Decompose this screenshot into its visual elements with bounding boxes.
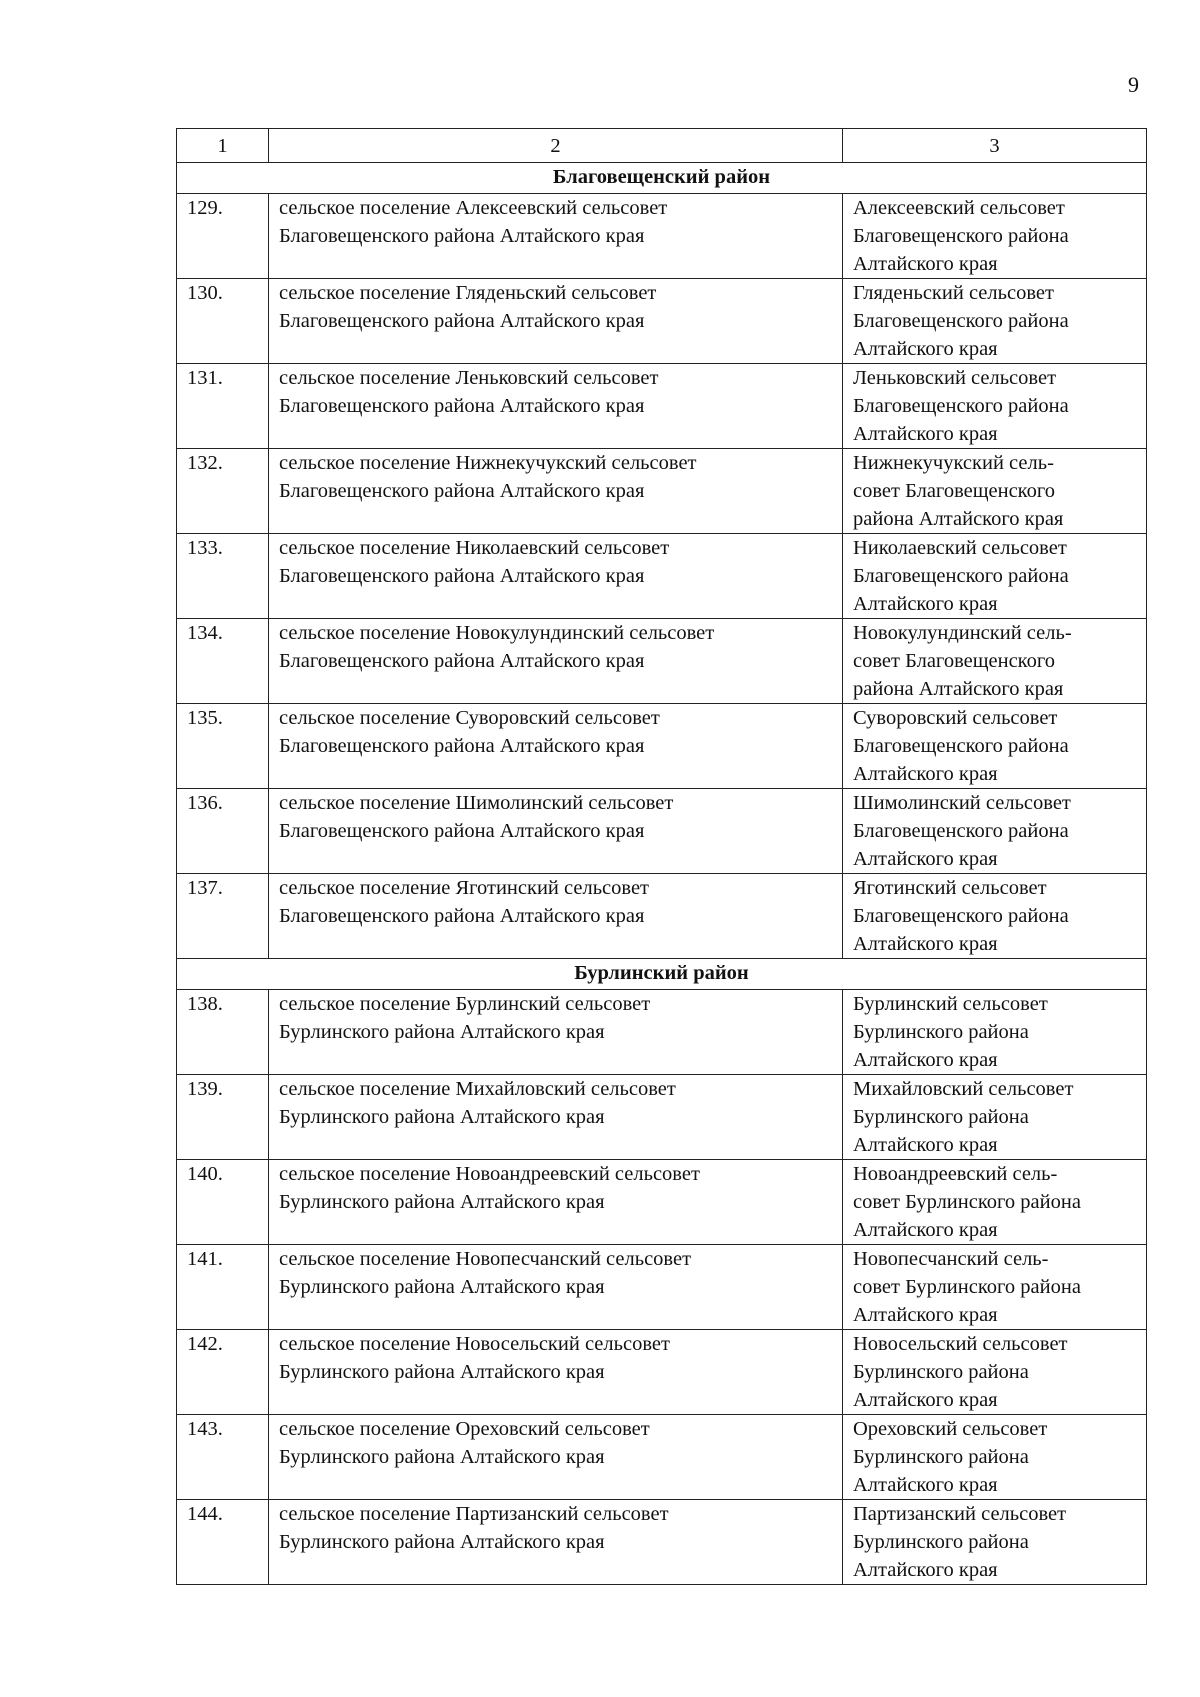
settlement-full-name	[269, 1415, 843, 1500]
settlement-full-name-line: Благовещенского района Алтайского края	[279, 395, 645, 417]
table-row	[177, 1415, 1147, 1500]
settlement-short-name-line: района Алтайского края	[853, 678, 1064, 700]
settlement-short-name-line: Шимолинский сельсовет	[853, 792, 1071, 814]
settlement-full-name-line: сельское поселение Яготинский сельсовет	[279, 877, 650, 899]
settlement-short-name	[843, 990, 1147, 1075]
settlement-full-name-line: Бурлинского района Алтайского края	[279, 1361, 605, 1383]
row-number: 137.	[177, 874, 269, 959]
row-number: 134.	[177, 619, 269, 704]
settlement-short-name-line: Гляденьский сельсовет	[853, 282, 1054, 304]
settlement-short-name	[843, 534, 1147, 619]
table-row	[177, 990, 1147, 1075]
settlement-short-name-line: Алтайского края	[853, 1134, 998, 1156]
table-row	[177, 1075, 1147, 1160]
settlement-full-name-line: Бурлинского района Алтайского края	[279, 1021, 605, 1043]
section-header-row	[177, 959, 1147, 990]
settlement-short-name-line: Алтайского края	[853, 1304, 998, 1326]
settlement-short-name-line: Нижнекучукский сель-	[853, 452, 1054, 474]
table-row	[177, 874, 1147, 959]
settlement-full-name-line: сельское поселение Ореховский сельсовет	[279, 1418, 650, 1440]
page-number: 9	[1128, 72, 1139, 97]
row-number: 143.	[177, 1415, 269, 1500]
settlement-full-name	[269, 619, 843, 704]
settlement-full-name-line: Бурлинского района Алтайского края	[279, 1191, 605, 1213]
row-number: 135.	[177, 704, 269, 789]
settlement-short-name-line: района Алтайского края	[853, 508, 1064, 530]
row-number: 142.	[177, 1330, 269, 1415]
settlement-short-name-line: Новопесчанский сель-	[853, 1248, 1049, 1270]
settlement-full-name-line: Благовещенского района Алтайского края	[279, 565, 645, 587]
settlement-short-name	[843, 449, 1147, 534]
settlement-full-name-line: сельское поселение Шимолинский сельсовет	[279, 792, 674, 814]
settlement-full-name	[269, 534, 843, 619]
settlement-short-name-line: Алтайского края	[853, 253, 998, 275]
settlement-short-name-line: Яготинский сельсовет	[853, 877, 1047, 899]
settlement-full-name-line: Бурлинского района Алтайского края	[279, 1276, 605, 1298]
settlement-full-name-line: Бурлинского района Алтайского края	[279, 1446, 605, 1468]
settlement-full-name-line: сельское поселение Новокулундинский сельсовет	[279, 622, 715, 644]
settlement-short-name-line: Благовещенского района	[853, 820, 1069, 842]
settlement-full-name	[269, 279, 843, 364]
section-title: Благовещенский район	[177, 163, 1147, 194]
settlement-short-name	[843, 874, 1147, 959]
settlement-full-name-line: сельское поселение Новопесчанский сельсовет	[279, 1248, 692, 1270]
settlement-short-name-line: Благовещенского района	[853, 735, 1069, 757]
row-number: 132.	[177, 449, 269, 534]
settlement-short-name	[843, 789, 1147, 874]
settlement-short-name-line: Новоандреевский сель-	[853, 1163, 1058, 1185]
settlement-short-name	[843, 1160, 1147, 1245]
column-header-1: 1	[177, 129, 269, 163]
table-row	[177, 534, 1147, 619]
settlements-table-body	[177, 129, 1147, 1585]
settlement-short-name-line: Алтайского края	[853, 1049, 998, 1071]
column-header-row	[177, 129, 1147, 163]
column-header-2: 2	[269, 129, 843, 163]
table-row	[177, 789, 1147, 874]
row-number: 144.	[177, 1500, 269, 1585]
settlement-short-name-line: Новокулундинский сель-	[853, 622, 1072, 644]
settlement-full-name-line: сельское поселение Николаевский сельсовет	[279, 537, 670, 559]
settlement-short-name-line: совет Бурлинского района	[853, 1191, 1081, 1213]
table-row	[177, 1330, 1147, 1415]
settlement-short-name	[843, 704, 1147, 789]
table-row	[177, 1500, 1147, 1585]
settlement-full-name-line: сельское поселение Нижнекучукский сельсовет	[279, 452, 697, 474]
settlement-short-name-line: Алтайского края	[853, 848, 998, 870]
settlement-full-name-line: Благовещенского района Алтайского края	[279, 820, 645, 842]
settlement-full-name	[269, 1245, 843, 1330]
settlement-short-name-line: Благовещенского района	[853, 565, 1069, 587]
row-number: 141.	[177, 1245, 269, 1330]
settlement-full-name-line: сельское поселение Гляденьский сельсовет	[279, 282, 657, 304]
settlement-short-name-line: Леньковский сельсовет	[853, 367, 1057, 389]
settlement-full-name	[269, 789, 843, 874]
settlement-full-name-line: сельское поселение Алексеевский сельсовет	[279, 197, 668, 219]
settlement-short-name-line: Николаевский сельсовет	[853, 537, 1067, 559]
settlement-short-name	[843, 619, 1147, 704]
column-header-3: 3	[843, 129, 1147, 163]
settlement-full-name-line: сельское поселение Суворовский сельсовет	[279, 707, 660, 729]
settlement-short-name-line: Благовещенского района	[853, 225, 1069, 247]
settlement-short-name	[843, 279, 1147, 364]
settlement-short-name-line: Алексеевский сельсовет	[853, 197, 1065, 219]
settlement-short-name-line: Бурлинского района	[853, 1021, 1029, 1043]
settlement-short-name-line: Бурлинского района	[853, 1531, 1029, 1553]
settlement-short-name-line: Алтайского края	[853, 1559, 998, 1581]
table-row	[177, 1160, 1147, 1245]
settlement-full-name	[269, 449, 843, 534]
settlement-short-name-line: Алтайского края	[853, 423, 998, 445]
table-row	[177, 364, 1147, 449]
settlement-short-name-line: Алтайского края	[853, 593, 998, 615]
settlement-full-name	[269, 1075, 843, 1160]
settlement-short-name-line: Благовещенского района	[853, 310, 1069, 332]
settlement-full-name	[269, 1160, 843, 1245]
settlement-full-name-line: Благовещенского района Алтайского края	[279, 310, 645, 332]
table-row	[177, 279, 1147, 364]
settlement-full-name	[269, 1500, 843, 1585]
settlement-full-name-line: сельское поселение Бурлинский сельсовет	[279, 993, 651, 1015]
settlement-short-name	[843, 1245, 1147, 1330]
settlement-full-name	[269, 874, 843, 959]
settlement-full-name-line: Благовещенского района Алтайского края	[279, 905, 645, 927]
table-row	[177, 1245, 1147, 1330]
settlement-short-name-line: Алтайского края	[853, 763, 998, 785]
row-number: 129.	[177, 194, 269, 279]
settlement-short-name-line: Бурлинского района	[853, 1361, 1029, 1383]
table-row	[177, 194, 1147, 279]
settlement-short-name-line: совет Благовещенского	[853, 650, 1055, 672]
row-number: 138.	[177, 990, 269, 1075]
settlement-short-name-line: Бурлинского района	[853, 1446, 1029, 1468]
settlement-short-name	[843, 1075, 1147, 1160]
settlement-full-name	[269, 1330, 843, 1415]
settlement-short-name-line: Алтайского края	[853, 338, 998, 360]
settlement-full-name-line: Благовещенского района Алтайского края	[279, 735, 645, 757]
settlement-full-name-line: Бурлинского района Алтайского края	[279, 1106, 605, 1128]
settlement-full-name-line: сельское поселение Новосельский сельсовет	[279, 1333, 670, 1355]
settlements-table	[176, 128, 1147, 1585]
settlement-short-name-line: Бурлинский сельсовет	[853, 993, 1048, 1015]
settlement-short-name	[843, 364, 1147, 449]
row-number: 131.	[177, 364, 269, 449]
settlement-full-name-line: сельское поселение Партизанский сельсовет	[279, 1503, 669, 1525]
settlement-short-name-line: Благовещенского района	[853, 905, 1069, 927]
row-number: 133.	[177, 534, 269, 619]
settlement-short-name-line: Суворовский сельсовет	[853, 707, 1058, 729]
settlement-short-name-line: Алтайского края	[853, 1389, 998, 1411]
settlement-short-name	[843, 194, 1147, 279]
section-title: Бурлинский район	[177, 959, 1147, 990]
table-row	[177, 704, 1147, 789]
settlement-short-name-line: Михайловский сельсовет	[853, 1078, 1074, 1100]
settlement-short-name	[843, 1330, 1147, 1415]
settlement-short-name-line: Алтайского края	[853, 1474, 998, 1496]
section-header-row	[177, 163, 1147, 194]
settlement-full-name	[269, 194, 843, 279]
settlement-short-name-line: Ореховский сельсовет	[853, 1418, 1048, 1440]
row-number: 139.	[177, 1075, 269, 1160]
settlement-full-name-line: сельское поселение Михайловский сельсовет	[279, 1078, 676, 1100]
table-row	[177, 449, 1147, 534]
row-number: 130.	[177, 279, 269, 364]
settlement-full-name-line: сельское поселение Новоандреевский сельсовет	[279, 1163, 700, 1185]
settlement-short-name-line: совет Бурлинского района	[853, 1276, 1081, 1298]
settlement-full-name	[269, 704, 843, 789]
row-number: 136.	[177, 789, 269, 874]
settlement-full-name	[269, 990, 843, 1075]
settlement-short-name-line: Партизанский сельсовет	[853, 1503, 1067, 1525]
settlement-short-name-line: совет Благовещенского	[853, 480, 1055, 502]
settlement-short-name-line: Благовещенского района	[853, 395, 1069, 417]
settlement-full-name-line: Благовещенского района Алтайского края	[279, 480, 645, 502]
settlement-full-name-line: сельское поселение Леньковский сельсовет	[279, 367, 659, 389]
settlement-short-name	[843, 1415, 1147, 1500]
row-number: 140.	[177, 1160, 269, 1245]
settlement-full-name-line: Благовещенского района Алтайского края	[279, 225, 645, 247]
settlement-full-name	[269, 364, 843, 449]
settlement-full-name-line: Благовещенского района Алтайского края	[279, 650, 645, 672]
settlement-short-name-line: Алтайского края	[853, 933, 998, 955]
settlement-short-name-line: Новосельский сельсовет	[853, 1333, 1068, 1355]
settlement-short-name	[843, 1500, 1147, 1585]
settlement-short-name-line: Бурлинского района	[853, 1106, 1029, 1128]
settlement-full-name-line: Бурлинского района Алтайского края	[279, 1531, 605, 1553]
table-row	[177, 619, 1147, 704]
settlement-short-name-line: Алтайского края	[853, 1219, 998, 1241]
